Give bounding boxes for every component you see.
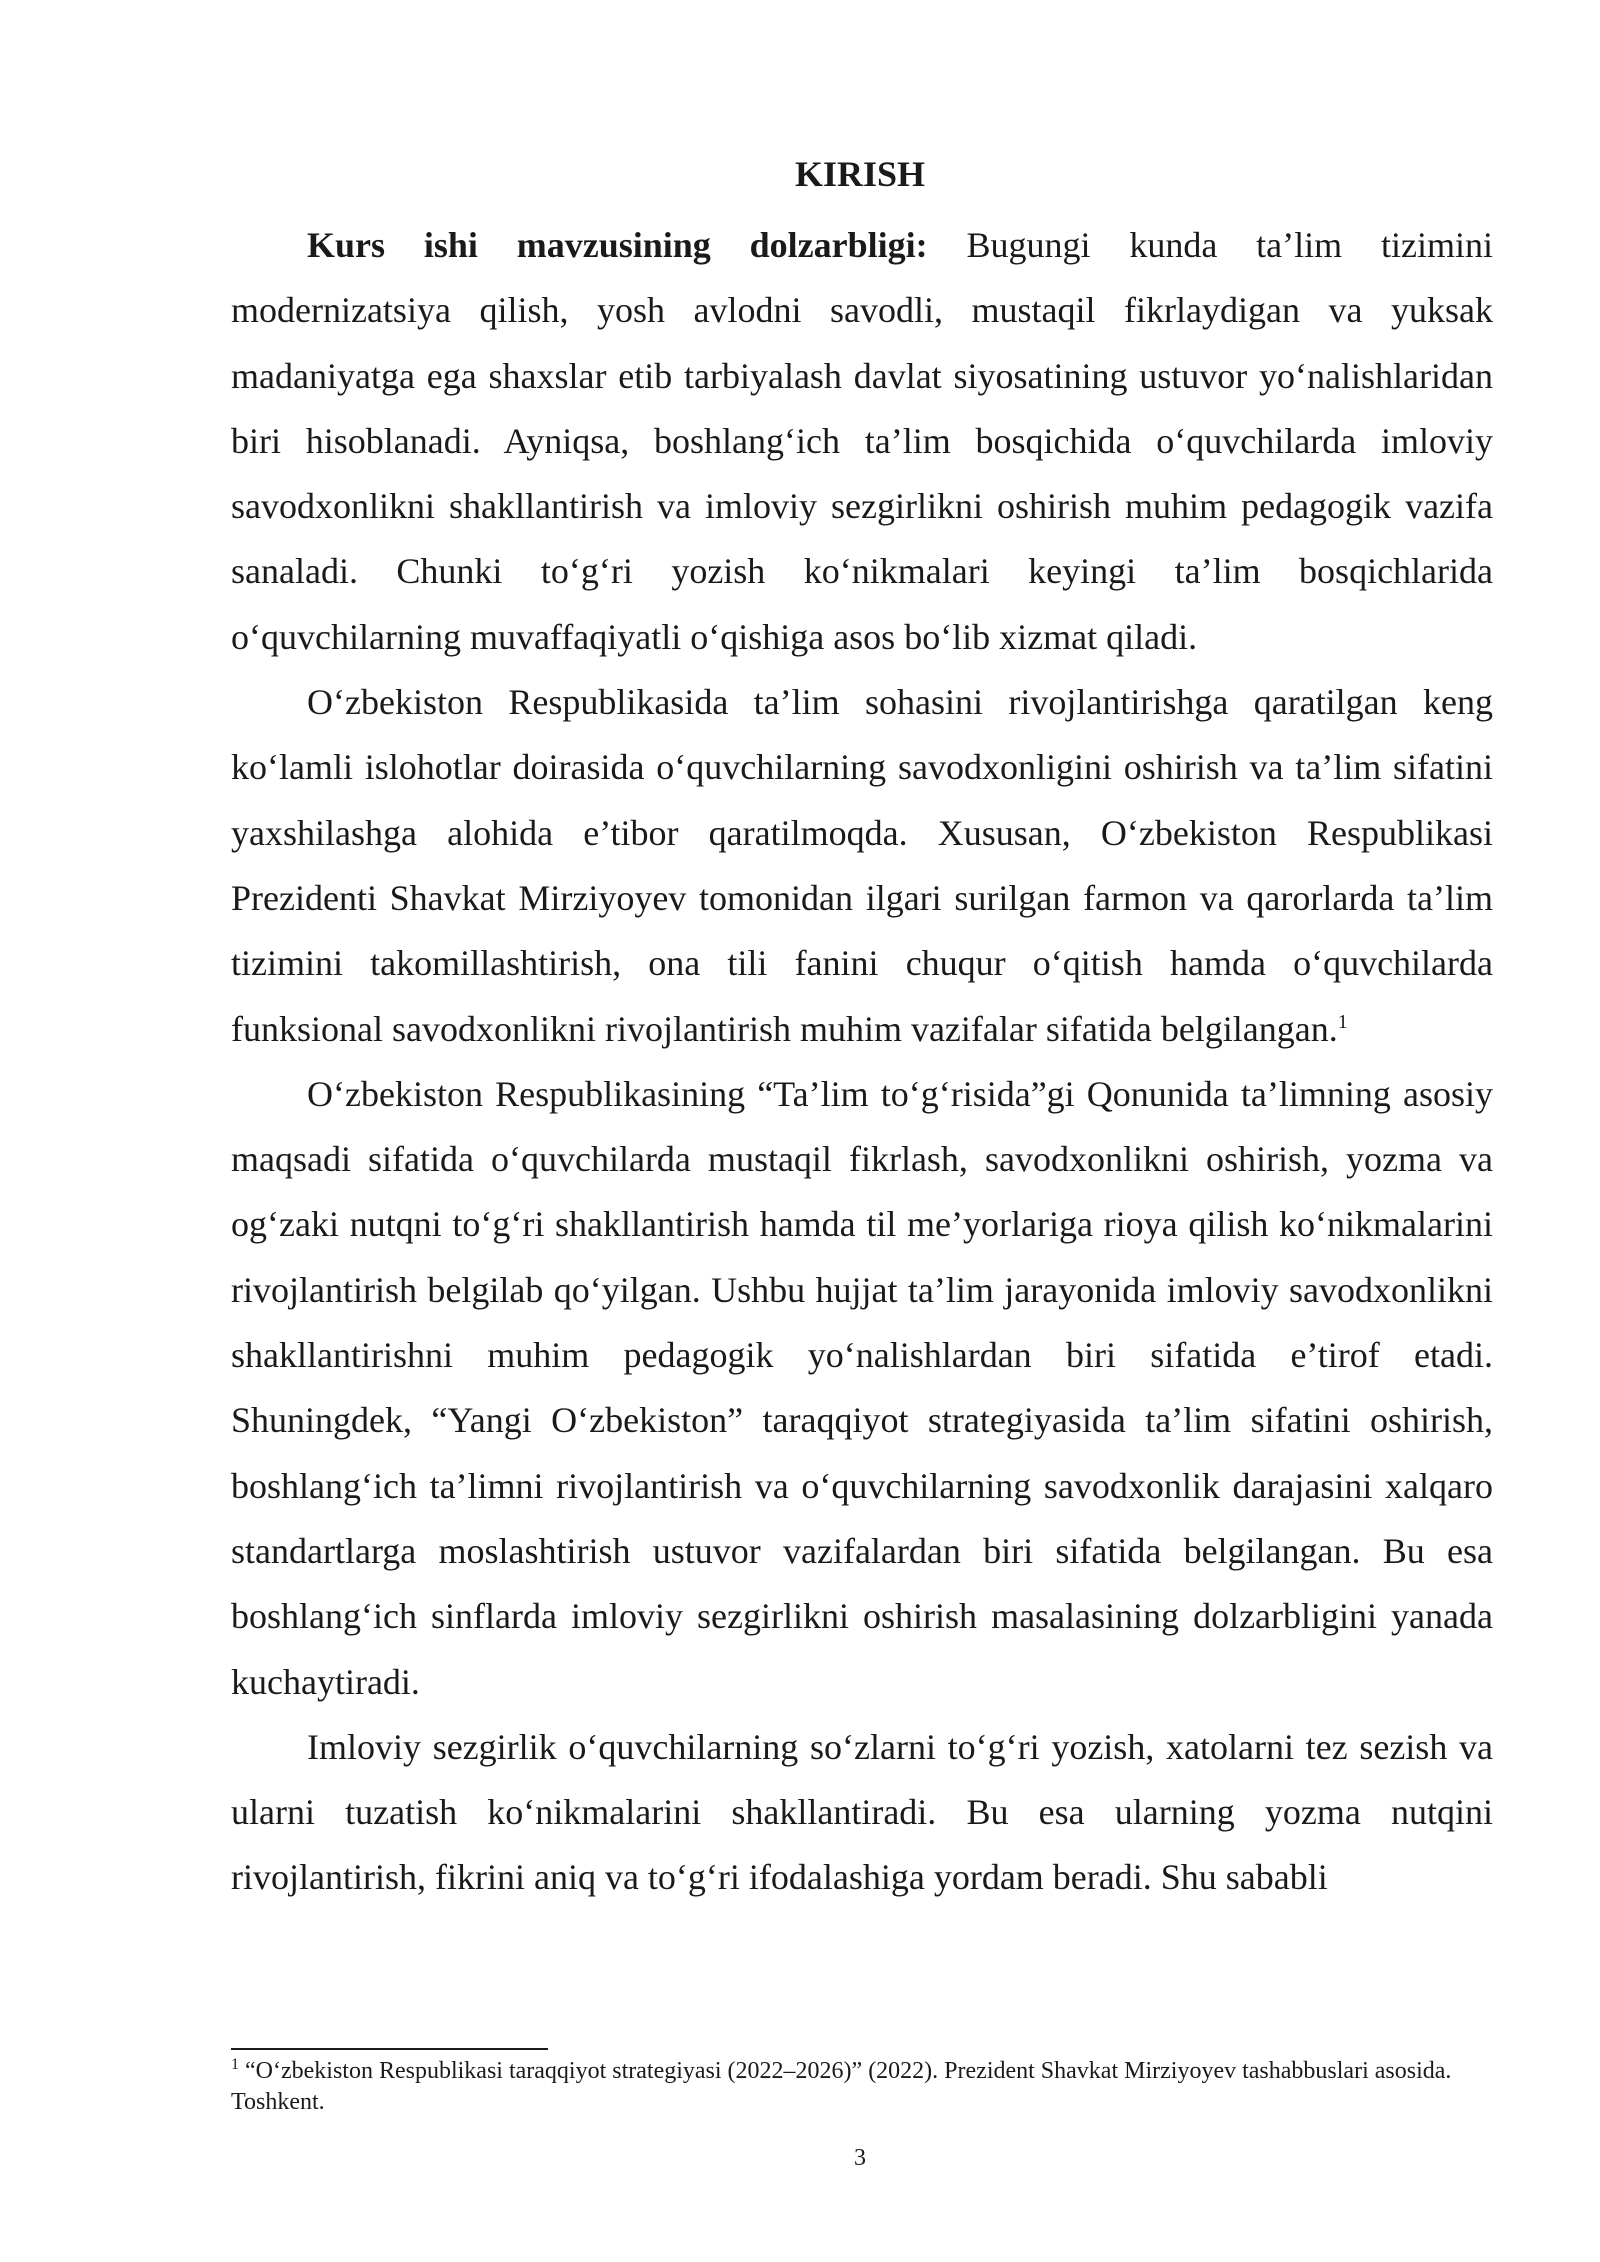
footnote-text: “O‘zbekiston Respublikasi taraqqiyot strategiyasi (2022–2026)” (2022). Prezident Shavkat Mirziyoyev tashabbuslari asosida. Toshkent. — [231, 2058, 1452, 2115]
paragraph-relevance — [231, 213, 1493, 670]
page-number: 3 — [854, 2145, 866, 2171]
paragraph-text: O‘zbekiston Respublikasining “Ta’lim to‘g‘risida”gi Qonunida ta’limning asosiy maqsadi sifatida o‘quvchilarda mustaqil fikrlash, savodxonlikni oshirish, yozma va og‘zaki nutqni to‘g‘ri shakllantirish hamda til me’yorlariga rioya qilish ko‘nikmalarini rivojlantirish belgilab qo‘yilgan. Ushbu hujjat ta’lim jarayonida imloviy savodxonlikni shakllantirishni muhim pedagogik yo‘nalishlardan biri sifatida e’tirof etadi. Shuningdek, “Yangi O‘zbekiston” taraqqiyot strategiyasida ta’lim sifatini oshirish, boshlang‘ich ta’limni rivojlantirish va o‘quvchilarning savodxonlik darajasini xalqaro standartlarga moslashtirish ustuvor vazifalardan biri sifatida belgilangan. Bu esa boshlang‘ich sinflarda imloviy sezgirlikni oshirish masalasining dolzarbligini yanada kuchaytiradi. — [231, 1073, 1493, 1702]
section-heading: KIRISH — [794, 154, 926, 194]
paragraph-text: Bugungi kunda ta’lim tizimini modernizatsiya qilish, yosh avlodni savodli, mustaqil fikrlaydigan va yuksak madaniyatga ega shaxslar etib tarbiyalash davlat siyosatining ustuvor yo‘nalishlaridan biri hisoblanadi. Ayniqsa, boshlang‘ich ta’lim bosqichida o‘quvchilarda imloviy savodxonlikni shakllantirish va imloviy sezgirlikni oshirish muhim pedagogik vazifa sanaladi. Chunki to‘g‘ri yozish ko‘nikmalari keyingi ta’lim bosqichlarida o‘quvchilarning muvaffaqiyatli o‘qishiga asos bo‘lib xizmat qiladi. — [231, 225, 1493, 657]
paragraph-sensitivity — [231, 1715, 1493, 1911]
body-text — [231, 213, 1493, 1911]
paragraph-lead: Kurs ishi mavzusining dolzarbligi: — [307, 225, 928, 265]
footnote — [231, 2056, 1493, 2118]
paragraph-law — [231, 1062, 1493, 1715]
paragraph-text: O‘zbekiston Respublikasida ta’lim sohasini rivojlantirishga qaratilgan keng ko‘lamli islohotlar doirasida o‘quvchilarning savodxonligini oshirish va ta’lim sifatini yaxshilashga alohida e’tibor qaratilmoqda. Xususan, O‘zbekiston Respublikasi Prezidenti Shavkat Mirziyoyev tomonidan ilgari surilgan farmon va qarorlarda ta’lim tizimini takomillashtirish, ona tili fanini chuqur o‘qitish hamda o‘quvchilarda funksional savodxonlikni rivojlantirish muhim vazifalar sifatida belgilangan. — [231, 682, 1493, 1049]
paragraph-text: Imloviy sezgirlik o‘quvchilarning so‘zlarni to‘g‘ri yozish, xatolarni tez sezish va ularni tuzatish ko‘nikmalarini shakllantiradi. Bu esa ularning yozma nutqini rivojlantirish, fikrini aniq va to‘g‘ri ifodalashiga yordam beradi. Shu sababli — [231, 1726, 1493, 1898]
footnote-reference[interactable]: 1 — [1337, 1010, 1348, 1033]
footnote-marker: 1 — [231, 2056, 239, 2073]
footnote-separator — [231, 2048, 548, 2050]
paragraph-reforms — [231, 670, 1493, 1062]
